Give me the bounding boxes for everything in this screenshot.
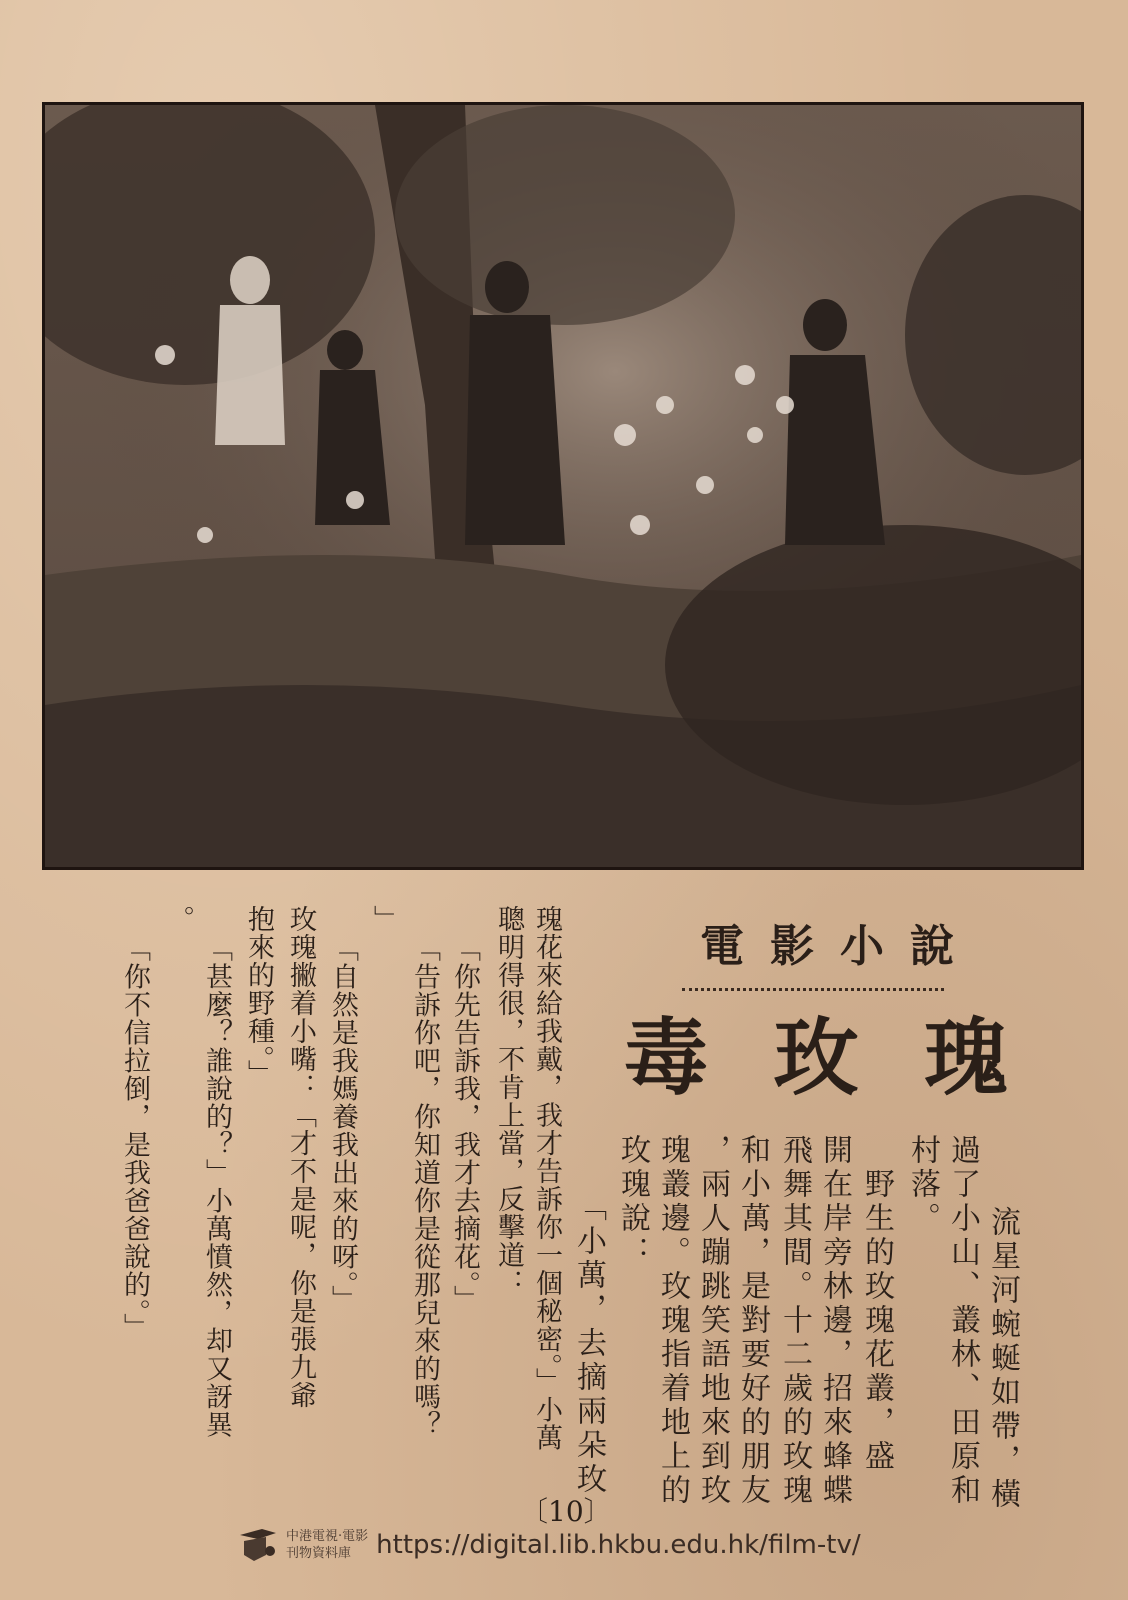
library-logo-icon [236,1525,280,1565]
library-name-line1: 中港電視·電影 [286,1529,369,1544]
text-column: 瑰叢邊。玫瑰指着地上的 [655,1134,690,1508]
text-column: 。 [163,905,194,933]
text-column: 過了小山、叢林、田原和 [945,1134,980,1508]
dotted-divider [682,988,944,991]
text-column: 開在岸旁林邊，招來蜂蝶 [817,1134,852,1508]
text-column: 野生的玫瑰花叢，盛 [859,1134,894,1474]
library-name [286,1528,368,1562]
text-column: 「自然是我媽養我出來的呀。」 [327,920,358,1313]
text-column: 瑰花來給我戴，我才告訴你一個秘密。」小萬 [531,905,562,1452]
text-column: 「甚麼？誰說的？」小萬憤然，却又訝異 [201,920,232,1439]
text-column: 「小萬，去摘兩朵玫 [571,1172,606,1497]
text-column: 「你先告訴我，我才去摘花。」 [449,920,480,1313]
text-column: 飛舞其間。十二歲的玫瑰 [777,1134,812,1508]
text-column: 和小萬，是對要好的朋友 [735,1134,770,1508]
text-column: 抱來的野種。」 [243,905,274,1088]
text-column: 玫瑰撇着小嘴：「才不是呢，你是張九爺 [285,905,316,1409]
story-title: 毒玫瑰 [624,1008,1075,1107]
section-label: 電影小說 [700,921,980,972]
text-column: 「告訴你吧，你知道你是從那兒來的嗎？ [409,920,440,1439]
footer-watermark [236,1520,896,1570]
text-column: 」 [369,905,400,933]
page-number: 〔10〕 [520,1495,612,1528]
text-column: 玫瑰說： [615,1134,650,1270]
text-column: 流星河蜿蜒如帶，橫 [985,1172,1020,1512]
library-name-line2: 刊物資料庫 [286,1546,352,1561]
film-still-photo [42,102,1084,870]
text-column: 「你不信拉倒，是我爸爸說的。」 [119,920,150,1341]
text-column: ，兩人蹦跳笑語地來到玫 [695,1134,730,1508]
text-column: 村落。 [905,1134,940,1236]
text-column: 聰明得很，不肯上當，反擊道： [493,905,524,1297]
source-url[interactable]: https://digital.lib.hkbu.edu.hk/film-tv/ [376,1530,861,1560]
